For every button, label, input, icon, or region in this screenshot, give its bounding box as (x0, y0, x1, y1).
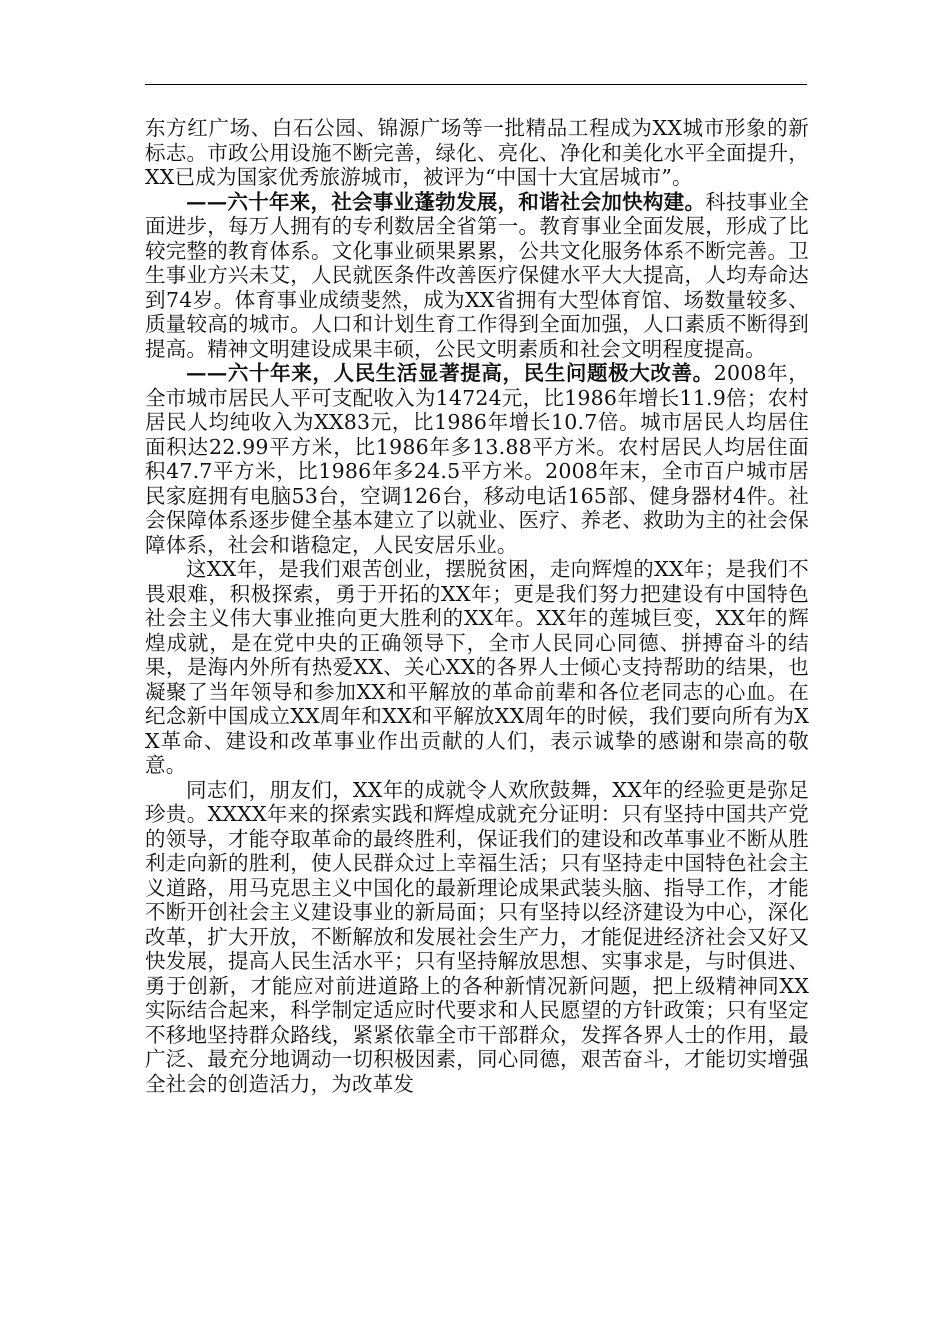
paragraph-lead: ——六十年来，人民生活显著提高，民生问题极大改善。 (186, 361, 714, 385)
document-body (145, 116, 809, 1096)
paragraph-text: 同志们，朋友们，XX年的成就令人欢欣鼓舞，XX年的经验更是弥足珍贵。XXXX年来的探索实践和辉煌成就充分证明：只有坚持中国共产党的领导，才能夺取革命的最终胜利，保证我们的建设和改革事业不断从胜利走向新的胜利，使人民群众过上幸福生活；只有坚持走中国特色社会主义道路，用马克思主义中国化的最新理论成果武装头脑、指导工作，才能不断开创社会主义建设事业的新局面；只有坚持以经济建设为中心，深化改革，扩大开放，不断解放和发展社会生产力，才能促进经济社会又好又快发展，提高人民生活水平；只有坚持解放思想、实事求是，与时俱进、勇于创新，才能应对前进道路上的各种新情况新问题，把上级精神同XX实际结合起来，科学制定适应时代要求和人民愿望的方针政策；只有坚定不移地坚持群众路线，紧紧依靠全市干部群众，发挥各界人士的作用，最广泛、最充分地调动一切积极因素，同心同德，艰苦奋斗，才能切实增强全社会的创造活力，为改革发 (145, 777, 809, 1096)
paragraph-text: 这XX年，是我们艰苦创业，摆脱贫困，走向辉煌的XX年；是我们不畏艰难，积极探索，勇于开拓的XX年；更是我们努力把建设有中国特色社会主义伟大事业推向更大胜利的XX年。XX年的莲城巨变，XX年的辉煌成就，是在党中央的正确领导下，全市人民同心同德、拼搏奋斗的结果，是海内外所有热爱XX、关心XX的各界人士倾心支持帮助的结果，也凝聚了当年领导和参加XX和平解放的革命前辈和各位老同志的心血。在纪念新中国成立XX周年和XX和平解放XX周年的时候，我们要向所有为XX革命、建设和改革事业作出贡献的人们，表示诚挚的感谢和崇高的敬意。 (145, 557, 809, 777)
paragraph (145, 778, 809, 1097)
paragraph-lead: ——六十年来，社会事业蓬勃发展，和谐社会加快构建。 (186, 189, 706, 214)
paragraph-text: 科技事业全面进步，每万人拥有的专利数居全省第一。教育事业全面发展，形成了比较完整的教育体系。文化事业硕果累累，公共文化服务体系不断完善。卫生事业方兴未艾，人民就医条件改善医疗保健水平大大提高，人均寿命达到74岁。体育事业成绩斐然，成为XX省拥有大型体育馆、场数量较多、质量较高的城市。人口和计划生育工作得到全面加强，人口素质不断得到提高。精神文明建设成果丰硕，公民文明素质和社会文明程度提高。 (145, 189, 810, 361)
paragraph-text: 东方红广场、白石公园、锦源广场等一批精品工程成为XX城市形象的新标志。市政公用设施不断完善，绿化、亮化、净化和美化水平全面提升，XX已成为国家优秀旅游城市，被评为“中国十大宜居城市”。 (145, 116, 809, 189)
paragraph (145, 361, 809, 557)
paragraph-text: 2008年，全市城市居民人平可支配收入为14724元，比1986年增长11.9倍；农村居民人均纯收入为XX83元，比1986年增长10.7倍。城市居民人均居住面积达22.99平方米，比1986年多13.88平方米。农村居民人均居住面积47.7平方米，比1986年多24.5平方米。2008年末，全市百户城市居民家庭拥有电脑53台，空调126台，移动电话165部、健身器材4件。社会保障体系逐步健全基本建立了以就业、医疗、养老、救助为主的社会保障体系，社会和谐稳定，人民安居乐业。 (145, 361, 810, 557)
paragraph (145, 116, 809, 190)
paragraph (145, 190, 809, 362)
paragraph (145, 557, 809, 778)
header-rule (145, 84, 807, 85)
